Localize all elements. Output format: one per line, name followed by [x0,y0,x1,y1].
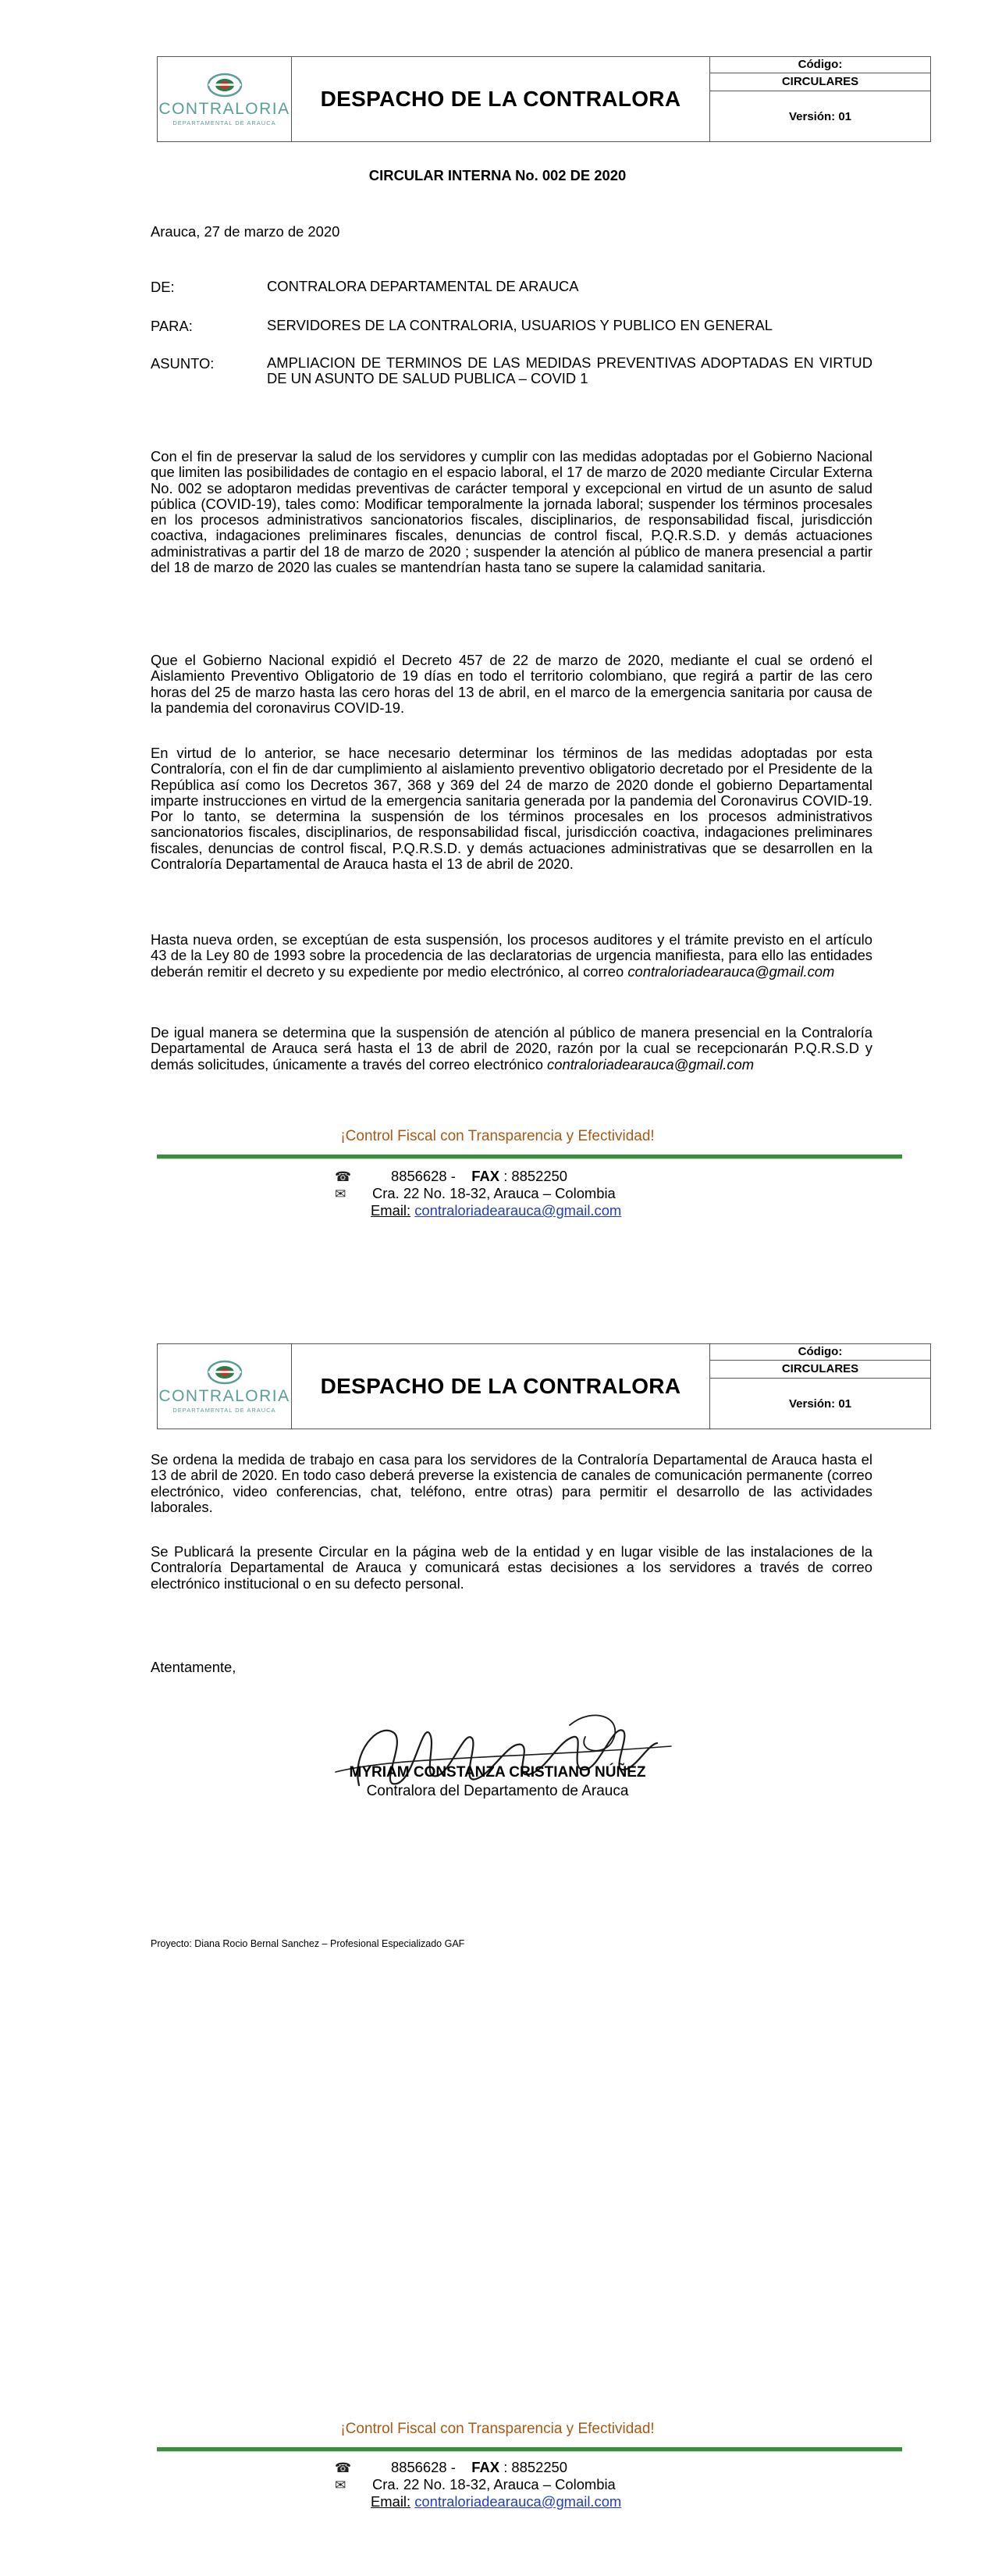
footer-contact-page-2 [335,2459,621,2510]
signer-role: Contralora del Departamento de Arauca [366,1783,629,1799]
closing-line: Atentamente, [151,1659,236,1675]
to-label: PARA: [151,318,193,334]
paragraph-3: En virtud de lo anterior, se hace necesario determinar los términos de las medidas adoptadas por esta Contraloría, con el fin de dar cumplimiento al aislamiento preventivo obligatorio decretado por el Presidente de la República así como los Decretos 367, 368 y 369 del 24 de marzo de 2020 donde el gobierno Departamental imparte instrucciones en virtud de la emergencia sanitaria generada por la pandemia del Coronavirus COVID-19. Por lo tanto, se determina la suspensión de los términos procesales en los procesos administrativos sancionatorios fiscales, disciplinarios, de responsabilidad fiscal, jurisdicción coactiva, indagaciones preliminares fiscales, denuncias de control fiscal, P.Q.R.S.D. y demás actuaciones administrativas que se desarrollen en la Contraloría Departamental de Arauca hasta el 13 de abril de 2020. [151,745,872,873]
logo-subtitle: DEPARTAMENTAL DE ARAUCA [172,119,276,126]
fax-label: FAX [471,1168,500,1184]
to-value: SERVIDORES DE LA CONTRALORIA, USUARIOS Y PUBLICO EN GENERAL [267,317,773,333]
footer-contact [335,1168,621,1219]
logo [158,1344,292,1429]
circular-title: CIRCULAR INTERNA No. 002 DE 2020 [368,167,627,183]
envelope-icon: ✉ [335,1187,346,1201]
code-label: Código: [710,1344,930,1361]
phone-number: 8856628 - [391,1168,456,1184]
contraloria-emblem-icon [206,1359,243,1386]
code-value: CIRCULARES [710,1361,930,1379]
footer-slogan-page-2: ¡Control Fiscal con Transparencia y Efectividad! [340,2421,655,2437]
logo-word: CONTRALORIA [158,100,290,118]
project-line: Proyecto: Diana Rocio Bernal Sanchez – Profesional Especializado GAF [151,1938,465,1949]
fax-number: : 8852250 [503,1168,568,1184]
document-header-page-2 [157,1343,931,1429]
phone-icon: ☎ [335,2460,352,2475]
paragraph-4-email: contraloriadearauca@gmail.com [627,962,835,980]
from-label: DE: [151,279,175,295]
footer-slogan: ¡Control Fiscal con Transparencia y Efectividad! [340,1128,655,1144]
logo-word: CONTRALORIA [158,1387,290,1405]
subject-value: AMPLIACION DE TERMINOS DE LAS MEDIDAS PREVENTIVAS ADOPTADAS EN VIRTUD DE UN ASUNTO DE SALUD PUBLICA – COVID 1 [267,354,872,387]
email-label: Email: [371,2493,411,2510]
fax-number: : 8852250 [503,2459,568,2475]
paragraph-2: Que el Gobierno Nacional expidió el Decreto 457 de 22 de marzo de 2020, mediante el cual se ordenó el Aislamiento Preventivo Obligatorio de 19 días en todo el territorio colombiano, que regirá a partir de las cero horas del 25 de marzo hasta las cero horas del 13 de abril, en el marco de la emergencia sanitaria por causa de la pandemia del coronavirus COVID-19. [151,652,872,716]
page2-paragraph-2: Se Publicará la presente Circular en la página web de la entidad y en lugar visible de las instalaciones de la Contraloría Departamental de Arauca y comunicará estas decisiones a los servidores a través de correo electrónico institucional o en su defecto personal. [151,1543,872,1592]
page2-paragraph-1: Se ordena la medida de trabajo en casa para los servidores de la Contraloría Departamental de Arauca hasta el 13 de abril de 2020. En todo caso deberá preverse la existencia de canales de comunicación permanente (correo electrónico, video conferencias, chat, teléfono, entre otras) para permitir el desarrollo de las actividades laborales. [151,1451,872,1515]
email-link[interactable]: contraloriadearauca@gmail.com [414,2493,622,2510]
date-line: Arauca, 27 de marzo de 2020 [151,223,340,240]
footer-divider [157,1155,902,1159]
phone-icon: ☎ [335,1169,352,1184]
version-label: Versión: 01 [788,109,852,123]
footer-address: Cra. 22 No. 18-32, Arauca – Colombia [372,2476,616,2492]
code-value: CIRCULARES [710,73,930,91]
footer-divider-page-2 [157,2447,902,2452]
logo-subtitle: DEPARTAMENTAL DE ARAUCA [172,1407,276,1414]
envelope-icon: ✉ [335,2478,346,2492]
paragraph-5 [151,1025,872,1073]
fax-label: FAX [471,2459,500,2475]
paragraph-5-text: De igual manera se determina que la suspensión de atención al público de manera presencial en la Contraloría Departamental de Arauca será hasta el 13 de abril de 2020, razón por la cual se recepcionarán P.Q.R.S.D y demás solicitudes, únicamente a través del correo electrónico [151,1024,872,1073]
header-title: DESPACHO DE LA CONTRALORA [292,57,710,141]
email-link[interactable]: contraloriadearauca@gmail.com [414,1202,622,1219]
footer-address: Cra. 22 No. 18-32, Arauca – Colombia [372,1185,616,1201]
header-meta [710,1344,930,1429]
header-title: DESPACHO DE LA CONTRALORA [292,1344,710,1429]
header-meta [710,57,930,141]
subject-label: ASUNTO: [151,355,215,372]
logo [158,57,292,141]
document-header [157,56,931,142]
signer-name: MYRIAM CONSTANZA CRISTIANO NÚÑEZ [349,1764,646,1781]
code-label: Código: [710,57,930,73]
version-label: Versión: 01 [788,1397,852,1411]
contraloria-emblem-icon [206,72,243,98]
email-label: Email: [371,1202,411,1219]
from-value: CONTRALORA DEPARTAMENTAL DE ARAUCA [267,278,579,294]
paragraph-4 [151,932,872,980]
paragraph-4-text: Hasta nueva orden, se exceptúan de esta suspensión, los procesos auditores y el trámite previsto en el artículo 43 de la Ley 80 de 1993 sobre la procedencia de las declaratorias de urgencia manifiesta, para ello las entidades deberán remitir el decreto y su expediente por medio electrónico, al correo [151,931,872,980]
paragraph-5-email: contraloriadearauca@gmail.com [547,1055,755,1073]
phone-number: 8856628 - [391,2459,456,2475]
paragraph-1: Con el fin de preservar la salud de los servidores y cumplir con las medidas adoptadas por el Gobierno Nacional que limiten las posibilidades de contagio en el espacio laboral, el 17 de marzo de 2020 mediante Circular Externa No. 002 se adoptaron medidas preventivas de carácter temporal y excepcional en virtud de un asunto de salud pública (COVID-19), tales como: Modificar temporalmente la jornada laboral; suspender los términos procesales en los procesos administrativos sancionatorios fiscales, disciplinarios, de responsabilidad fiscal, jurisdicción coactiva, indagaciones preliminares fiscales, denuncias de control fiscal, P.Q.R.S.D. y demás actuaciones administrativas a partir del 18 de marzo de 2020 ; suspender la atención al público de manera presencial a partir del 18 de marzo de 2020 las cuales se mantendrían hasta tano se supere la calamidad sanitaria. [151,448,872,576]
